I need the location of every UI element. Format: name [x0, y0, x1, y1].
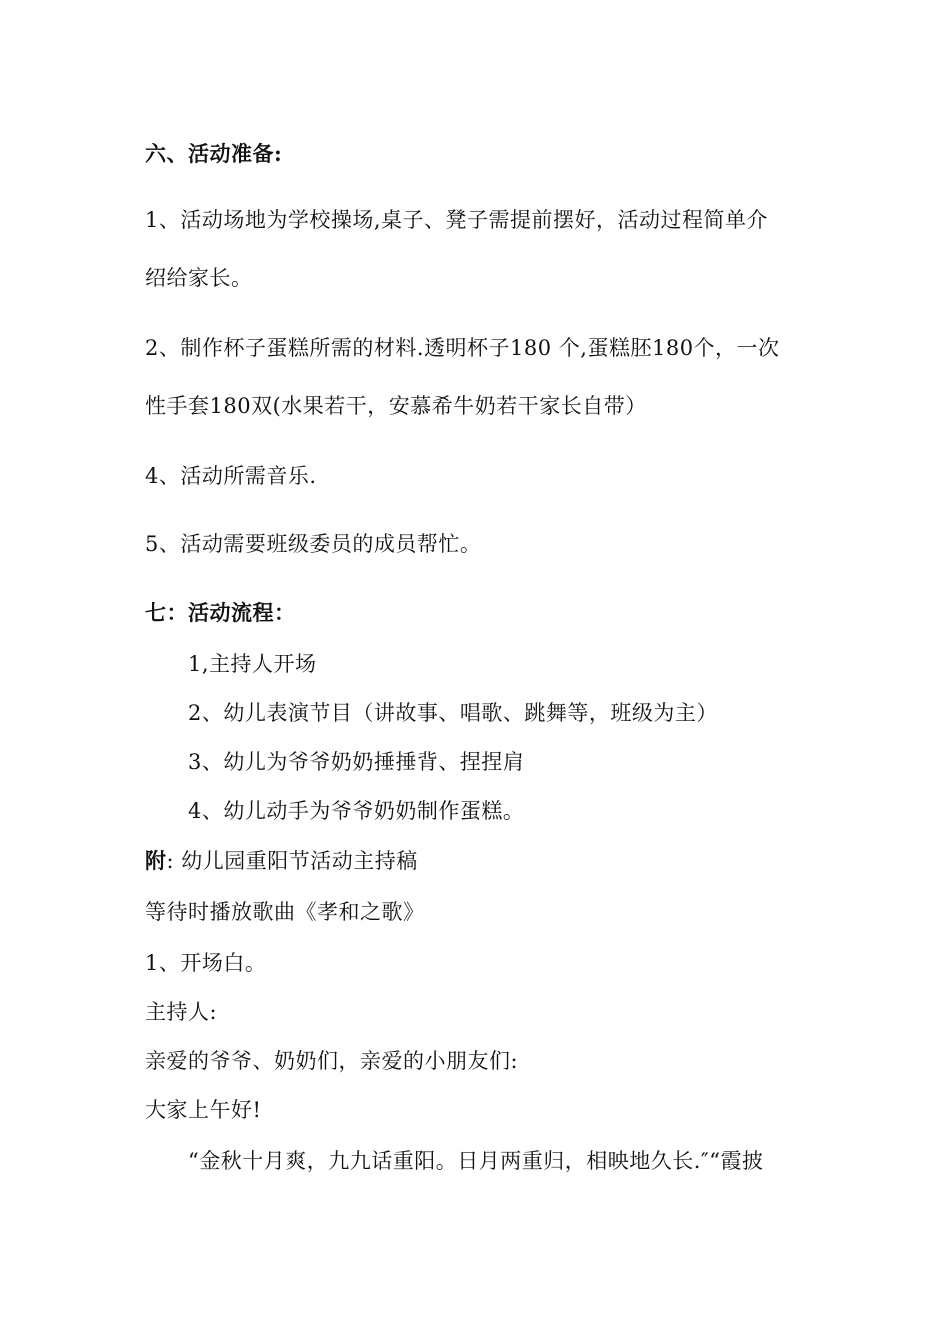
- prep-item-1-line-2: 绍给家长。: [145, 266, 253, 290]
- prep-item-4: 4、活动所需音乐.: [145, 464, 317, 488]
- section-6-heading: 六、活动准备:: [145, 141, 283, 166]
- appendix-title: [145, 847, 418, 875]
- appendix-line-4: 亲爱的爷爷、奶奶们，亲爱的小朋友们:: [145, 1049, 519, 1073]
- appendix-line-2: 1、开场白。: [145, 951, 267, 975]
- prep-item-5: 5、活动需要班级委员的成员帮忙。: [145, 532, 482, 556]
- appendix-line-3: 主持人:: [145, 1000, 218, 1024]
- appendix-prefix: 附: [145, 848, 167, 873]
- process-step-2: 2、幼儿表演节目（讲故事、唱歌、跳舞等，班级为主）: [188, 701, 718, 725]
- process-step-1: 1,主持人开场: [188, 652, 317, 676]
- process-step-4: 4、幼儿动手为爷爷奶奶制作蛋糕。: [188, 799, 525, 823]
- appendix-line-5: 大家上午好!: [145, 1098, 262, 1122]
- prep-item-1-line-1: 1、活动场地为学校操场,桌子、凳子需提前摆好，活动过程简单介: [145, 208, 769, 232]
- prep-item-2-line-1: 2、制作杯子蛋糕所需的材料.透明杯子180 个,蛋糕胚180个，一次: [145, 336, 780, 360]
- appendix-title-text: : 幼儿园重阳节活动主持稿: [166, 849, 418, 873]
- appendix-line-1: 等待时播放歌曲《孝和之歌》: [145, 900, 425, 924]
- prep-item-2-line-2: 性手套180双(水果若干，安慕希牛奶若干家长自带）: [145, 394, 647, 418]
- section-7-heading: 七：活动流程：: [145, 600, 296, 625]
- process-step-3: 3、幼儿为爷爷奶奶捶捶背、捏捏肩: [188, 750, 525, 774]
- appendix-line-6: “金秋十月爽，九九话重阳。日月两重归，相映地久长.″“霞披: [188, 1149, 764, 1173]
